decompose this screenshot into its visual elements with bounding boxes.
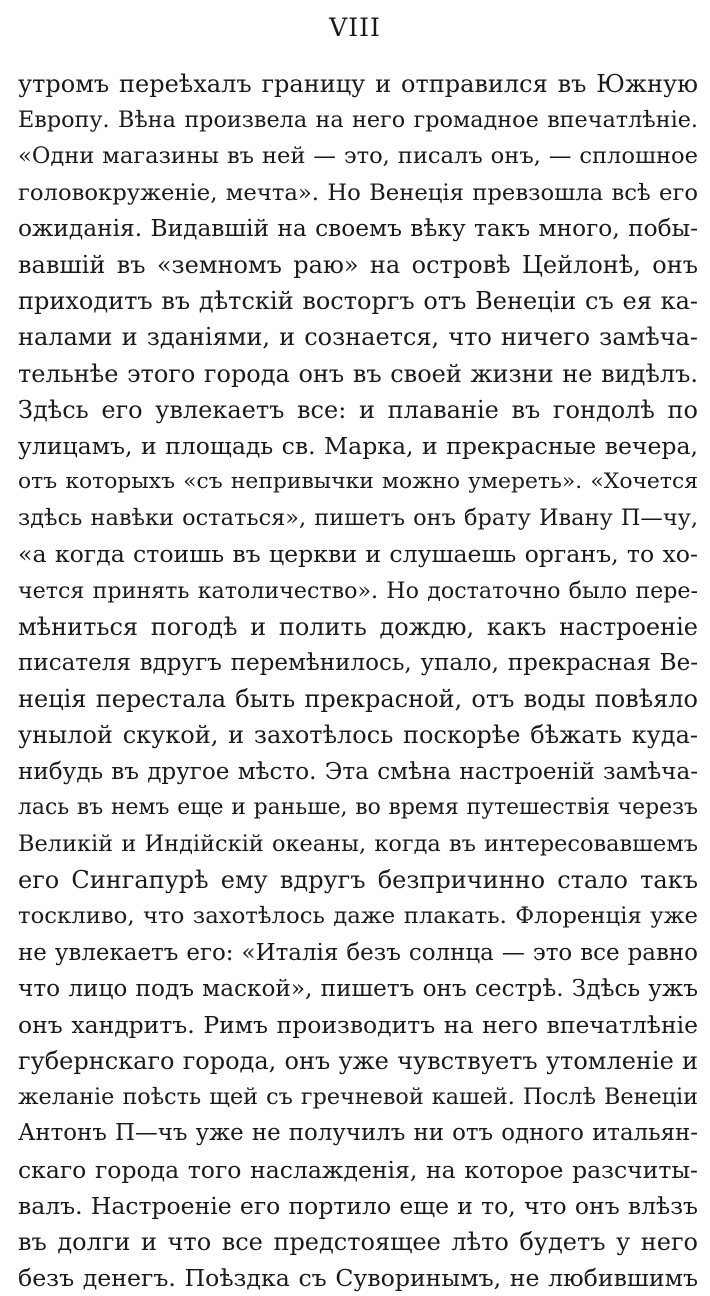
- text-line: отъ которыхъ «съ непривычки можно умереть». «Хочется: [18, 469, 698, 495]
- text-line: приходитъ въ дѣтскій восторгъ отъ Венеціи съ ея ка-: [18, 287, 698, 316]
- text-line: налами и зданіями, и сознается, что ничего замѣча-: [18, 323, 698, 352]
- text-line: губернскаго города, онъ уже чувствуетъ утомленіе и: [18, 1047, 698, 1076]
- text-line: головокруженіе, мечта». Но Венеція превзошла всѣ его: [18, 179, 698, 206]
- text-line: что лицо подъ маской», пишетъ онъ сестрѣ. Здѣсь ужъ: [18, 974, 698, 1002]
- text-line: «Одни магазины въ ней — это, писалъ онъ, — сплошное: [18, 143, 698, 170]
- text-line: безъ денегъ. Поѣздка съ Суворинымъ, не любившимъ: [18, 1264, 698, 1293]
- text-line: онъ хандритъ. Римъ производитъ на него впечатлѣніе: [18, 1010, 698, 1039]
- text-line: лась въ немъ еще и раньше, во время путешествія черезъ: [18, 794, 698, 820]
- text-line: нибудь въ другое мѣсто. Эта смѣна настроеній замѣча-: [18, 758, 698, 785]
- text-line: Великій и Индійскій океаны, когда въ интересовавшемъ: [18, 830, 698, 857]
- text-line: ожиданія. Видавшій на своемъ вѣку такъ много, побы-: [18, 214, 698, 242]
- text-line: валъ. Настроеніе его портило еще и то, что онъ влѣзъ: [18, 1191, 698, 1220]
- page-number: VIII: [329, 13, 381, 42]
- text-line: въ долги и что все предстоящее лѣто будетъ у него: [18, 1228, 698, 1256]
- text-line: неція перестала быть прекрасной, отъ воды повѣяло: [18, 685, 698, 714]
- text-line: тоскливо, что захотѣлось даже плакать. Флоренція уже: [18, 903, 698, 930]
- text-line: желаніе поѣсть щей съ гречневой кашей. Послѣ Венеціи: [18, 1084, 698, 1111]
- text-line: Здѣсь его увлекаетъ все: и плаваніе въ гондолѣ по: [18, 395, 698, 424]
- text-line: его Сингапурѣ ему вдругъ безпричинно стало такъ: [18, 866, 698, 895]
- text-line: не увлекаетъ его: «Италія безъ солнца — это все равно: [18, 939, 698, 966]
- text-line: здѣсь навѣки остаться», пишетъ онъ брату Ивану П—чу,: [18, 505, 698, 532]
- text-line: Европу. Вѣна произвела на него громадное впечатлѣніе.: [18, 107, 698, 134]
- text-line: мѣниться погодѣ и полить дождю, какъ настроеніе: [18, 612, 698, 641]
- text-line: унылой скукой, и захотѣлось поскорѣе бѣжать куда-: [18, 721, 698, 750]
- text-line: улицамъ, и площадь св. Марка, и прекрасные вечера,: [18, 431, 698, 460]
- text-line: «а когда стоишь въ церкви и слушаешь органъ, то хо-: [18, 540, 698, 569]
- body-text: [18, 66, 698, 1296]
- text-line: тельнѣе этого города онъ въ своей жизни не видѣлъ.: [18, 359, 698, 388]
- text-line: утромъ переѣхалъ границу и отправился въ Южную: [18, 70, 698, 98]
- text-line: скаго города того наслажденія, на которое разсчиты-: [18, 1155, 698, 1184]
- text-line: Антонъ П—чъ уже не получилъ ни отъ одного итальян-: [18, 1120, 698, 1147]
- text-line: писателя вдругъ перемѣнилось, упало, прекрасная Ве-: [18, 650, 698, 676]
- text-line: чется принять католичество». Но достаточно было пере-: [18, 577, 698, 604]
- text-line: вавшій въ «земномъ раю» на островѣ Цейлонѣ, онъ: [18, 250, 698, 279]
